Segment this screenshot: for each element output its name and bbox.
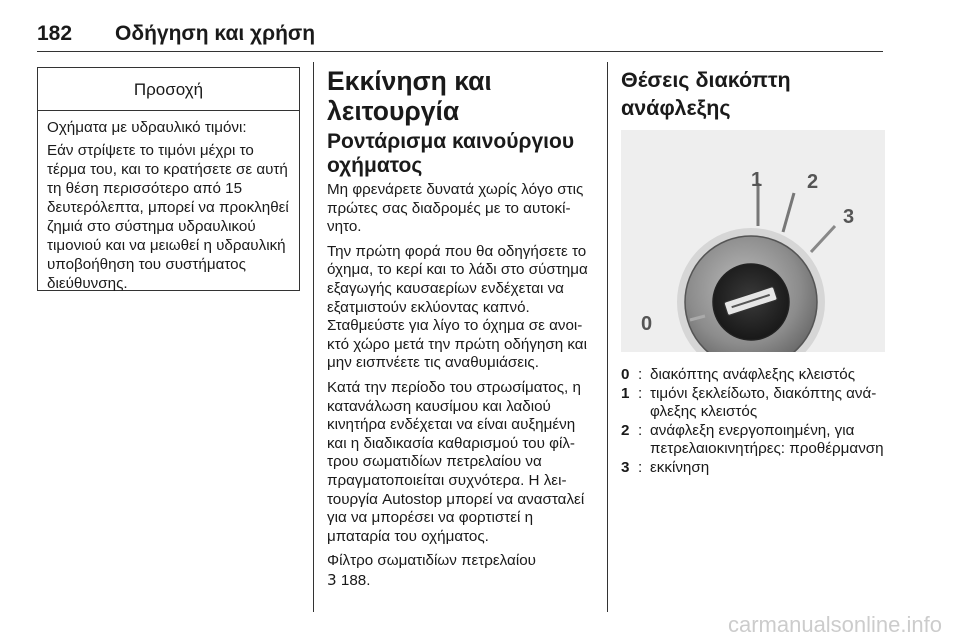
figure-label-1: 1 (751, 169, 763, 191)
cross-reference[interactable] (327, 552, 595, 590)
xref-page: 188. (340, 571, 371, 589)
legend-list (621, 366, 885, 478)
subsection-heading: Ροντάρισμα καινούργιου οχήματος (327, 130, 575, 177)
list-item: 3 : εκκίνηση (621, 458, 710, 476)
figure-label-2: 2 (807, 171, 819, 193)
column-start-operation (327, 66, 595, 590)
ignition-switch-figure (621, 130, 885, 352)
list-item: 2 : ανάφλεξη ενεργοποιημένη, για πετρελαιοκινητήρες: προθέρμανση (621, 421, 884, 458)
page-title: Οδήγηση και χρήση (115, 22, 316, 45)
body-paragraph: Μη φρενάρετε δυνατά χωρίς λόγο στις πρώτες σας διαδρομές με το αυτοκίνητο. (327, 181, 584, 236)
warning-body (38, 111, 299, 293)
warning-title: Προσοχή (38, 68, 299, 111)
list-item: 1 : τιμόνι ξεκλείδωτο, διακόπτης ανάφλεξης κλειστός (621, 384, 877, 421)
xref-title: Φίλτρο σωματιδίων πετρελαίου (327, 552, 536, 570)
body-paragraph: Κατά την περίοδο του στρωσίματος, η κατανάλωση καυσίμου και λαδιού κινητήρα ενδέχεται να είναι αυξημένη και η διαδικασία καθαρισμού του φίλτρου σωματιδίων πετρελαίου να πραγματοποιείται συχνότερα. Η λειτουργία Autostop μπορεί να ανασταλεί για να μπορέσει να φορτιστεί η μπαταρία του οχήματος. (327, 378, 585, 545)
figure-label-3: 3 (843, 206, 855, 228)
list-item: 0 : διακόπτης ανάφλεξης κλειστός (621, 366, 856, 383)
marker-2 (783, 193, 794, 232)
column-ignition-positions (621, 66, 885, 478)
column-divider (313, 62, 314, 612)
warning-box (37, 67, 300, 291)
warning-paragraph: Εάν στρίψετε το τιμόνι μέχρι το τέρμα του, και το κρατήσετε σε αυτή τη θέση περισσότερο από 15 δευτερόλεπτα, μπορεί να προκληθεί ζημιά στο σύστημα υδραυλικού τιμονιού και να μειωθεί η υδραυλική υποβοήθηση του συστήματος διεύθυνσης. (47, 142, 289, 292)
figure-label-0: 0 (641, 313, 653, 335)
column-divider (607, 62, 608, 612)
page-number: 182 (37, 22, 73, 45)
watermark: carmanualsonline.info (727, 612, 942, 637)
page-header (37, 22, 883, 52)
section-heading: Εκκίνηση και λειτουργία (327, 66, 492, 126)
warning-paragraph: Οχήματα με υδραυλικό τιμόνι: (47, 119, 247, 136)
section-heading: Θέσεις διακόπτη ανάφλεξης (621, 68, 791, 120)
marker-3 (811, 226, 835, 252)
xref-arrow-icon: 3 (327, 570, 337, 589)
ignition-switch-illustration (621, 130, 885, 352)
body-paragraph: Την πρώτη φορά που θα οδηγήσετε το όχημα, το κερί και το λάδι στο σύστημα εξαγωγής καυσαερίων ενδέχεται να εξατμιστούν εκλύοντας καπνό. Σταθμεύστε για λίγο το όχημα σε ανοικτό χώρο μετά την πρώτη οδήγηση και μην εισπνέετε τις αναθυμιάσεις. (327, 242, 588, 372)
